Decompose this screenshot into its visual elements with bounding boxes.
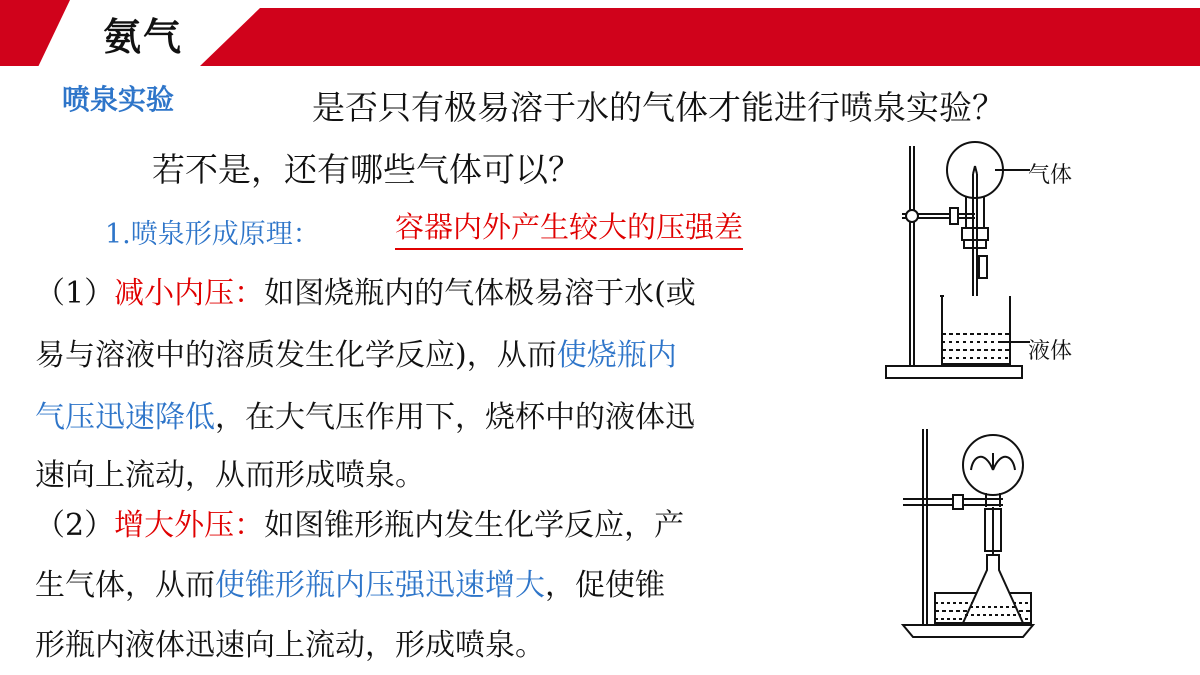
question-line-2: 若不是，还有哪些气体可以？ [152, 150, 581, 189]
figure-fountain-flask [880, 138, 1073, 386]
principle-label: 1.喷泉形成原理： [105, 219, 320, 250]
conical-apparatus-diagram [893, 425, 1043, 645]
label-gas: 气体 [1028, 163, 1073, 188]
point1-line-3 [35, 392, 695, 436]
point1-key: 减小内压： [114, 276, 265, 311]
page-title: 氨气 [103, 15, 184, 59]
flask-apparatus-diagram [880, 138, 1030, 386]
point2-line-1 [35, 500, 684, 544]
point2-prefix: （2） [35, 508, 115, 543]
point2-text: 如图锥形瓶内发生化学反应，产 [264, 508, 685, 543]
point2-text: ，促使锥 [545, 568, 665, 603]
point2-highlight: 使锥形瓶内压强迅速增大 [215, 568, 545, 603]
question-line-1: 是否只有极易溶于水的气体才能进行喷泉实验？ [312, 88, 1005, 127]
point2-key: 增大外压： [114, 508, 265, 543]
point2-line-2 [35, 560, 665, 604]
point1-highlight: 使烧瓶内 [556, 338, 677, 373]
figure-fountain-conical [893, 425, 1043, 645]
header-left-stripe [0, 0, 70, 66]
header-red-bar [200, 8, 1200, 66]
principle-answer: 容器内外产生较大的压强差 [395, 205, 743, 250]
label-liquid: 液体 [1028, 339, 1073, 364]
point2-line-3: 形瓶内液体迅速向上流动，形成喷泉。 [35, 628, 545, 663]
point1-text: 如图烧瓶内的气体极易溶于水(或 [264, 276, 696, 311]
point2-text: 生气体，从而 [35, 568, 215, 603]
point1-highlight: 气压迅速降低 [35, 400, 215, 435]
point1-text: ，在大气压作用下，烧杯中的液体迅 [215, 400, 695, 435]
point1-line-2 [35, 330, 677, 374]
point1-line-4: 速向上流动，从而形成喷泉。 [35, 458, 425, 493]
point1-prefix: （1） [35, 276, 115, 311]
section-tag: 喷泉实验 [62, 83, 175, 116]
point1-line-1 [35, 268, 696, 312]
point1-text: 易与溶液中的溶质发生化学反应)，从而 [35, 338, 557, 373]
